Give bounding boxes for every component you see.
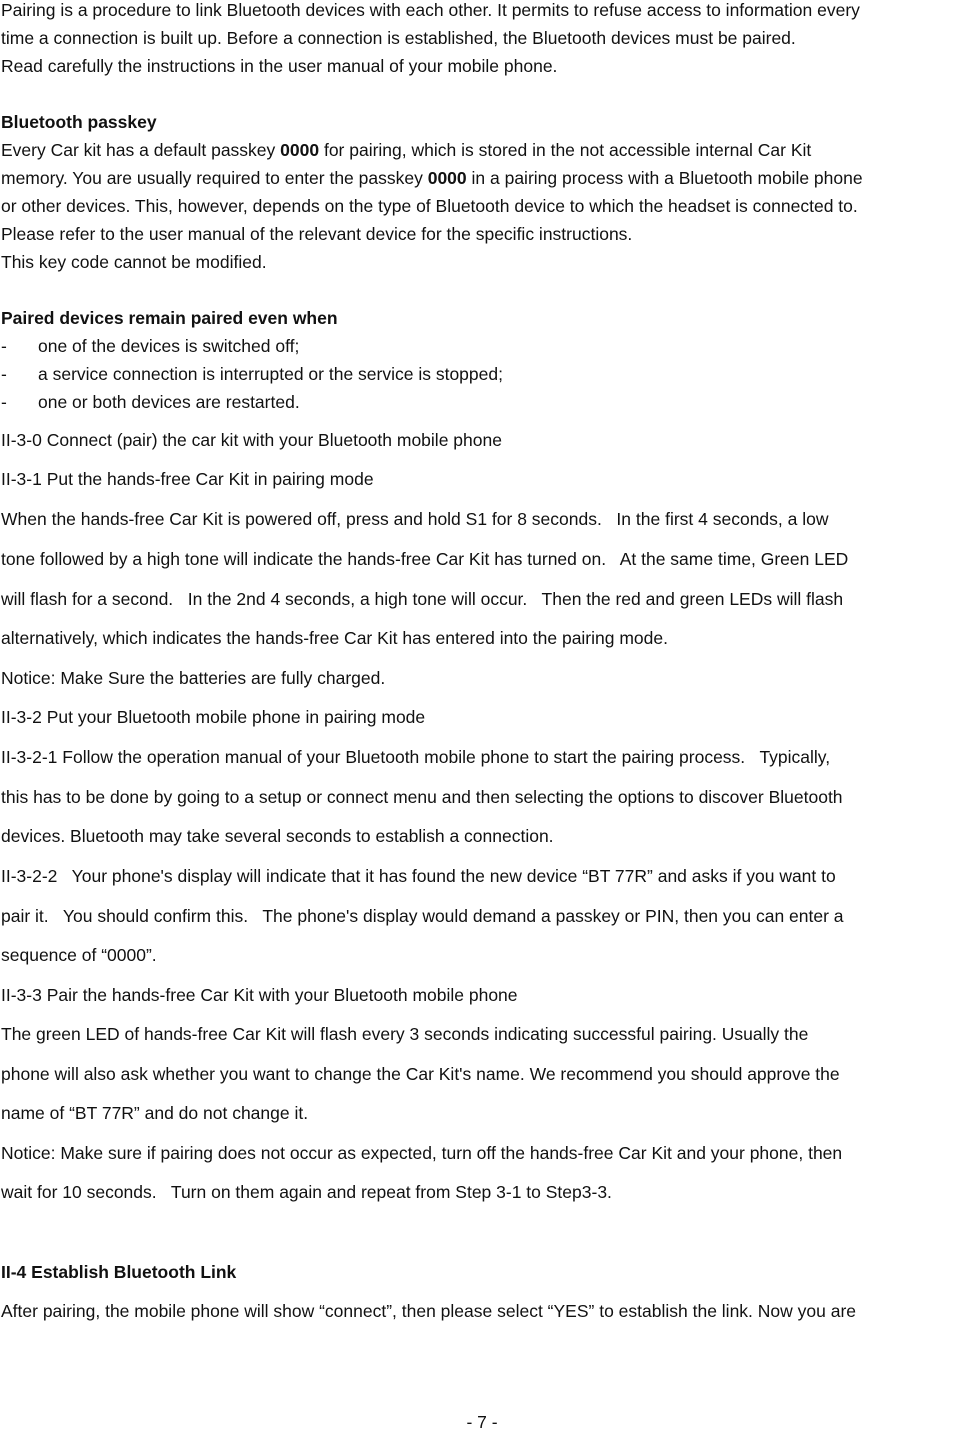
step-heading: II-3-3 Pair the hands-free Car Kit with your Bluetooth mobile phone xyxy=(1,985,518,1005)
paired-heading: Paired devices remain paired even when xyxy=(1,308,338,328)
body-line: The green LED of hands-free Car Kit will flash every 3 seconds indicating successful pairing. Usually the xyxy=(1,1024,809,1044)
notice: Notice: Make sure if pairing does not occur as expected, turn off the hands-free Car Kit and your phone, then xyxy=(1,1143,843,1163)
passkey-text: for pairing, which is stored in the not accessible internal Car Kit xyxy=(319,140,812,160)
list-item xyxy=(1,336,299,356)
passkey-line: This key code cannot be modified. xyxy=(1,252,267,272)
passkey-heading: Bluetooth passkey xyxy=(1,112,157,132)
bullet-dash: - xyxy=(1,392,7,412)
list-item-text: one or both devices are restarted. xyxy=(38,392,300,412)
body-line: will flash for a second. In the 2nd 4 seconds, a high tone will occur. Then the red and green LEDs will flash xyxy=(1,589,844,609)
notice: Notice: Make Sure the batteries are fully charged. xyxy=(1,668,386,688)
section-heading: II-4 Establish Bluetooth Link xyxy=(1,1262,237,1282)
list-item xyxy=(1,364,503,384)
notice: wait for 10 seconds. Turn on them again and repeat from Step 3-1 to Step3-3. xyxy=(1,1182,612,1202)
body-line: pair it. You should confirm this. The phone's display would demand a passkey or PIN, then you can enter a xyxy=(1,906,844,926)
body-line: II-3-2-1 Follow the operation manual of your Bluetooth mobile phone to start the pairing process. Typically, xyxy=(1,747,831,767)
list-item xyxy=(1,392,300,412)
passkey-text: memory. You are usually required to enter the passkey xyxy=(1,168,428,188)
passkey-line: or other devices. This, however, depends on the type of Bluetooth device to which the headset is connected to. xyxy=(1,196,858,216)
body-line: tone followed by a high tone will indicate the hands-free Car Kit has turned on. At the same time, Green LED xyxy=(1,549,849,569)
passkey-code: 0000 xyxy=(280,140,320,160)
passkey-line xyxy=(1,140,811,160)
step-heading: II-3-2 Put your Bluetooth mobile phone in pairing mode xyxy=(1,707,426,727)
bullet-dash: - xyxy=(1,336,7,356)
body-line: When the hands-free Car Kit is powered off, press and hold S1 for 8 seconds. In the first 4 seconds, a low xyxy=(1,509,829,529)
body-line: name of “BT 77R” and do not change it. xyxy=(1,1103,309,1123)
passkey-text: Every Car kit has a default passkey xyxy=(1,140,281,160)
list-item-text: one of the devices is switched off; xyxy=(38,336,300,356)
bullet-dash: - xyxy=(1,364,7,384)
page-number: - 7 - xyxy=(466,1412,498,1432)
body-line: alternatively, which indicates the hands-free Car Kit has entered into the pairing mode. xyxy=(1,628,668,648)
passkey-line xyxy=(1,168,863,188)
intro-line: Pairing is a procedure to link Bluetooth devices with each other. It permits to refuse access to information every xyxy=(1,0,860,20)
intro-line: time a connection is built up. Before a connection is established, the Bluetooth devices must be paired. xyxy=(1,28,796,48)
body-line: phone will also ask whether you want to change the Car Kit's name. We recommend you should approve the xyxy=(1,1064,840,1084)
passkey-line: Please refer to the user manual of the relevant device for the specific instructions. xyxy=(1,224,633,244)
body-line: this has to be done by going to a setup or connect menu and then selecting the options to discover Bluetooth xyxy=(1,787,843,807)
body-line: After pairing, the mobile phone will show “connect”, then please select “YES” to establish the link. Now you are xyxy=(1,1301,857,1321)
body-line: sequence of “0000”. xyxy=(1,945,157,965)
body-line: devices. Bluetooth may take several seconds to establish a connection. xyxy=(1,826,554,846)
passkey-code: 0000 xyxy=(427,168,467,188)
step-heading: II-3-0 Connect (pair) the car kit with your Bluetooth mobile phone xyxy=(1,430,502,450)
intro-line: Read carefully the instructions in the user manual of your mobile phone. xyxy=(1,56,558,76)
step-heading: II-3-1 Put the hands-free Car Kit in pairing mode xyxy=(1,469,374,489)
body-line: II-3-2-2 Your phone's display will indicate that it has found the new device “BT 77R” and asks if you want to xyxy=(1,866,836,886)
list-item-text: a service connection is interrupted or the service is stopped; xyxy=(38,364,503,384)
passkey-text: in a pairing process with a Bluetooth mobile phone xyxy=(466,168,863,188)
